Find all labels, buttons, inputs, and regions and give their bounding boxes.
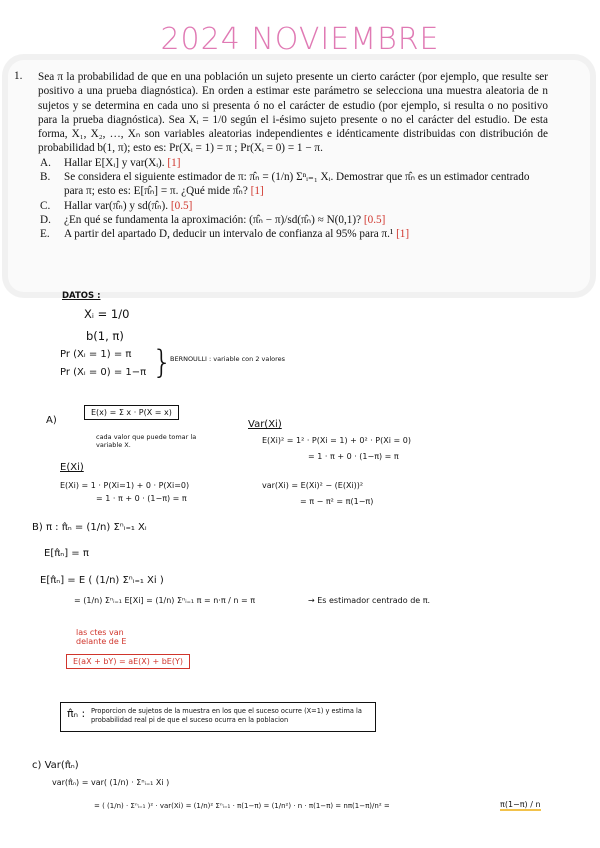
item-b: B. Se considera el siguiente estimador de π: π̂ₙ = (1/n) Σⁿᵢ₌₁ Xᵢ. Demostrar que π̂ₙ es un estimador centrado para π; esto es: E[π̂ₙ] = π. ¿Qué mide π̂ₙ? [1] <box>40 171 530 198</box>
c-label: c) Var(π̂ₙ) <box>32 760 79 771</box>
expectation-definition: E(x) = Σ x · P(X = x) <box>84 405 179 420</box>
item-d: D. ¿En qué se fundamenta la aproximación: (π̂ₙ − π)/sd(π̂ₙ) ≈ N(0,1)? [0.5] <box>40 213 386 226</box>
var-line: E(Xi)² = 1² · P(Xi = 1) + 0² · P(Xi = 0) <box>262 436 411 445</box>
exi-line: E(Xi) = 1 · P(Xi=1) + 0 · P(Xi=0) <box>60 481 190 490</box>
c-line: = ( (1/n) · Σⁿᵢ₌₁ )² · var(Xi) = (1/n)² Σⁿᵢ₌₁ · π(1−π) = (1/n²) · n · π(1−π) = nπ(1−π)/n² = <box>94 802 390 810</box>
datos-line: b(1, π) <box>86 329 124 343</box>
pi-hat-symbol: π̂ₙ : <box>67 707 86 720</box>
datos-line: Pr (Xᵢ = 1) = π <box>60 349 132 360</box>
var-line: = 1 · π + 0 · (1−π) = π <box>308 452 399 461</box>
bernoulli-note: BERNOULLI : variable con 2 valores <box>170 355 286 363</box>
problem-text <box>38 70 548 242</box>
datos-label: DATOS : <box>62 291 101 301</box>
b-line: E[π̂ₙ] = π <box>44 548 89 559</box>
b-line: E[π̂ₙ] = E ( (1/n) Σⁿᵢ₌₁ Xi ) <box>40 575 164 586</box>
brace-icon: } <box>152 343 173 381</box>
page-title: 2024 NOVIEMBRE <box>160 22 440 57</box>
section-a-label: A) <box>46 415 57 426</box>
c-result: π(1−π) / n <box>500 800 541 809</box>
var-line: var(Xi) = E(Xi)² − (E(Xi))² <box>262 481 364 490</box>
b-line: = (1/n) Σⁿᵢ₌₁ E[Xi] = (1/n) Σⁿᵢ₌₁ π = n·π / n = π <box>74 596 256 605</box>
exi-label: E(Xi) <box>60 462 84 473</box>
datos-line: Pr (Xᵢ = 0) = 1−π <box>60 367 147 378</box>
var-line: = π − π² = π(1−π) <box>300 497 374 506</box>
datos-line: Xᵢ = 1/0 <box>84 307 130 321</box>
c-line: var(π̂ₙ) = var( (1/n) · Σⁿᵢ₌₁ Xi ) <box>52 778 170 787</box>
linearity-formula: E(aX + bY) = aE(X) + bE(Y) <box>66 654 190 669</box>
definition-text: Proporcion de sujetos de la muestra en los que el suceso ocurre (X=1) y estima la probabilidad real pi de que el suceso ocurra en la poblacion <box>91 707 362 724</box>
expectation-caption: cada valor que puede tomar la variable X. <box>96 433 197 449</box>
item-a: A. Hallar E[Xᵢ] y var(Xᵢ). [1] <box>40 156 181 169</box>
problem-statement: Sea π la probabilidad de que en una población un sujeto presente un cierto carácter (por ejemplo, que resulte ser positivo a una prueba diagnóstica). En orden a estimar este parámetro se selecciona una muestra aleatoria de n sujetos y se determina en cada uno si presenta ó no el carácter de estudio (por ejemplo, si resulta o no positivo para la prueba diagnóstica). Sea Xᵢ = 1/0 según el i-ésimo sujeto presente o no el carácter del estudio. De esta forma, X₁, X₂, …, Xₙ son variables aleatorias independientes e idénticamente distribuidas con distribución de probabilidad b(1, π); esto es: Pr(Xᵢ = 1) = π ; Pr(Xᵢ = 0) = 1 − π. <box>38 71 548 155</box>
var-label: Var(Xi) <box>248 419 282 430</box>
problem-number: 1. <box>14 70 23 82</box>
definition-box <box>60 702 376 732</box>
item-e: E. A partir del apartado D, deducir un intervalo de confianza al 95% para π.¹ [1] <box>40 228 410 241</box>
b-line: B) π : π̂ₙ = (1/n) Σⁿᵢ₌₁ Xᵢ <box>32 522 147 533</box>
b-arrow-note: → Es estimador centrado de π. <box>308 596 431 605</box>
red-note: las ctes van delante de E <box>76 628 127 646</box>
item-c: C. Hallar var(π̂ₙ) y sd(π̂ₙ). [0.5] <box>40 199 193 212</box>
exi-line: = 1 · π + 0 · (1−π) = π <box>96 494 187 503</box>
